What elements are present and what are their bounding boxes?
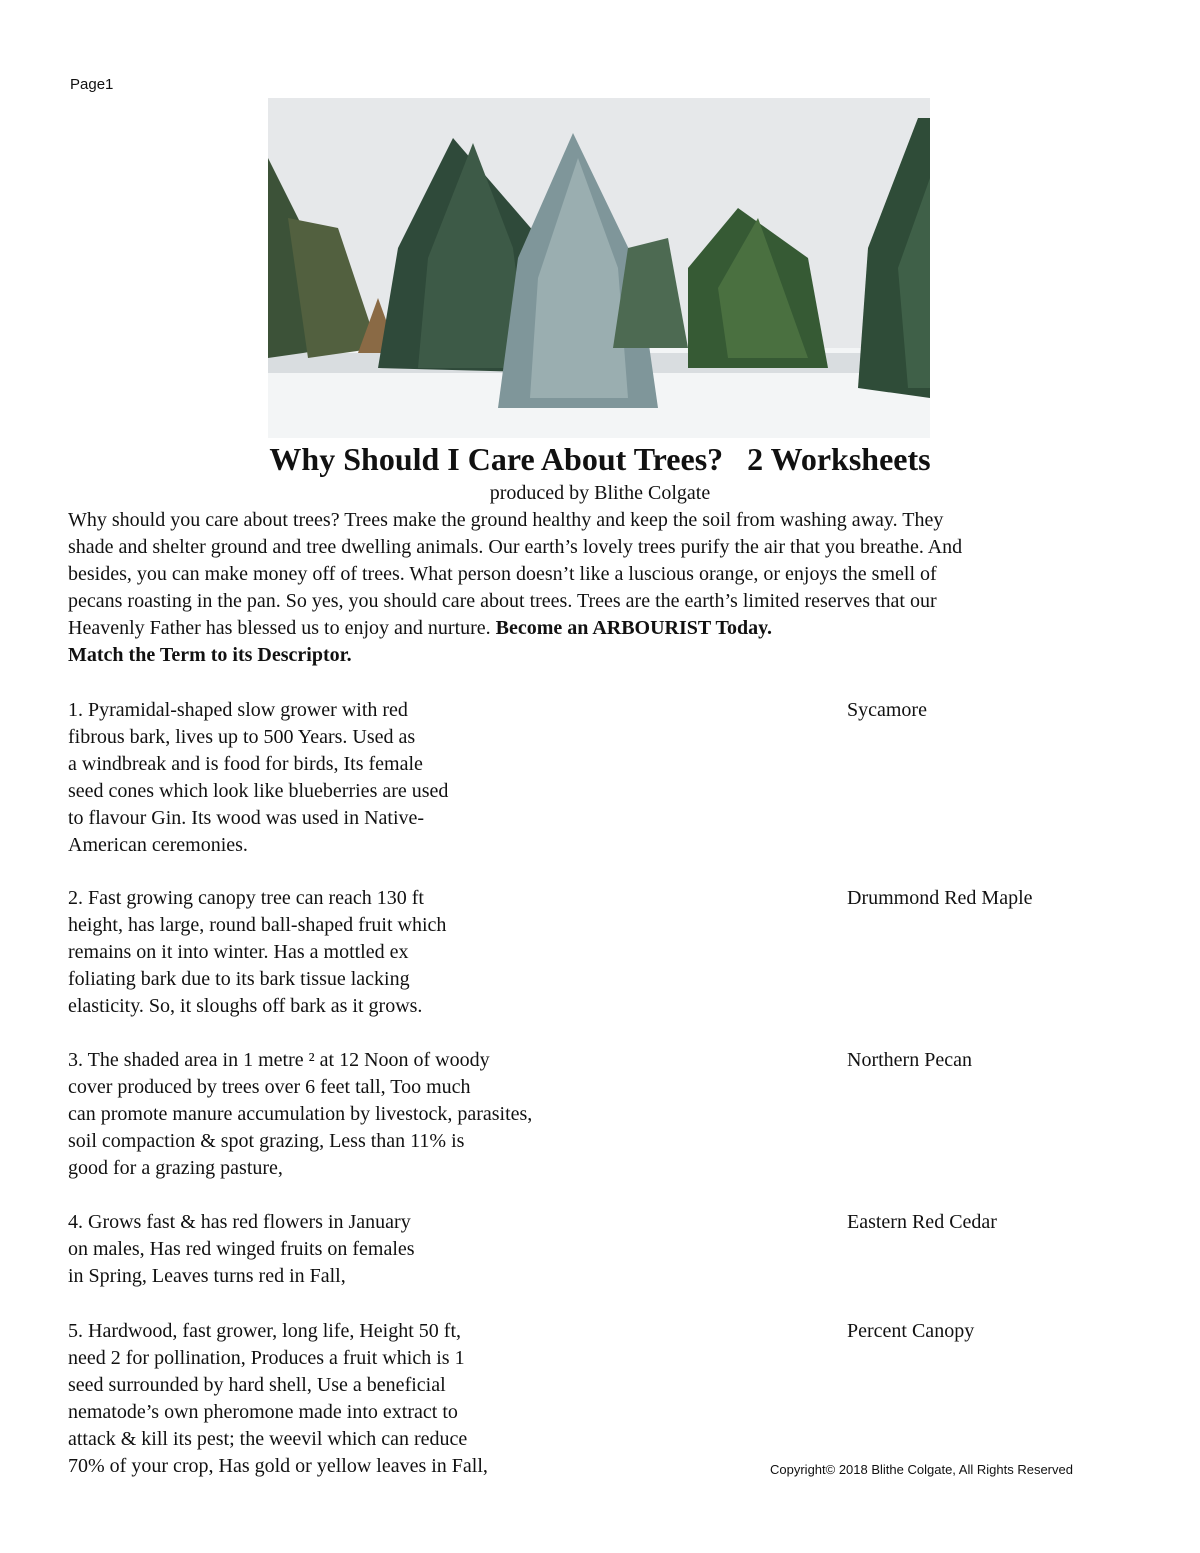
intro-paragraph: [68, 507, 1148, 669]
descriptor-item-4: [68, 1209, 415, 1290]
descriptor-line: attack & kill its pest; the weevil which can reduce: [68, 1428, 468, 1450]
descriptor-line: 2. Fast growing canopy tree can reach 130 ft: [68, 887, 424, 909]
copyright-notice: Copyright© 2018 Blithe Colgate, All Rights Reserved: [770, 1462, 1073, 1477]
descriptor-line: good for a grazing pasture,: [68, 1157, 283, 1179]
descriptor-line: 3. The shaded area in 1 metre ² at 12 Noon of woody: [68, 1049, 490, 1071]
descriptor-line: a windbreak and is food for birds, Its female: [68, 753, 423, 775]
descriptor-line: foliating bark due to its bark tissue lacking: [68, 968, 410, 990]
intro-line: Why should you care about trees? Trees make the ground healthy and keep the soil from washing away. They: [68, 509, 944, 531]
call-to-action: Become an ARBOURIST Today.: [495, 617, 773, 639]
descriptor-line: 5. Hardwood, fast grower, long life, Height 50 ft,: [68, 1320, 461, 1342]
intro-line: pecans roasting in the pan. So yes, you should care about trees. Trees are the earth’s limited reserves that our: [68, 590, 937, 612]
descriptor-line: in Spring, Leaves turns red in Fall,: [68, 1265, 346, 1287]
descriptor-line: need 2 for pollination, Produces a fruit which is 1: [68, 1347, 465, 1369]
descriptor-line: height, has large, round ball-shaped fruit which: [68, 914, 447, 936]
descriptor-line: seed cones which look like blueberries are used: [68, 780, 449, 802]
term-sycamore: Sycamore: [847, 699, 927, 721]
descriptor-item-5: [68, 1318, 488, 1480]
intro-line: shade and shelter ground and tree dwelling animals. Our earth’s lovely trees purify the air that you breathe. And: [68, 536, 963, 558]
descriptor-item-3: [68, 1047, 532, 1182]
page-label: Page1: [70, 76, 114, 93]
descriptor-item-1: [68, 697, 448, 859]
descriptor-line: can promote manure accumulation by livestock, parasites,: [68, 1103, 533, 1125]
intro-line: besides, you can make money off of trees. What person doesn’t like a luscious orange, or enjoys the smell of: [68, 563, 937, 585]
author-byline: produced by Blithe Colgate: [489, 482, 711, 504]
descriptor-line: soil compaction & spot grazing, Less than 11% is: [68, 1130, 465, 1152]
descriptor-line: 1. Pyramidal-shaped slow grower with red: [68, 699, 408, 721]
descriptor-line: to flavour Gin. Its wood was used in Native-: [68, 807, 425, 829]
descriptor-line: 4. Grows fast & has red flowers in January: [68, 1211, 411, 1233]
descriptor-line: fibrous bark, lives up to 500 Years. Used as: [68, 726, 416, 748]
term-percent-canopy: Percent Canopy: [847, 1320, 975, 1342]
descriptor-line: nematode’s own pheromone made into extract to: [68, 1401, 458, 1423]
descriptor-line: seed surrounded by hard shell, Use a beneficial: [68, 1374, 446, 1396]
descriptor-line: remains on it into winter. Has a mottled ex: [68, 941, 409, 963]
intro-line: Heavenly Father has blessed us to enjoy and nurture.: [68, 617, 496, 639]
descriptor-line: elasticity. So, it sloughs off bark as it grows.: [68, 995, 423, 1017]
term-eastern-red-cedar: Eastern Red Cedar: [847, 1211, 997, 1233]
descriptor-line: on males, Has red winged fruits on females: [68, 1238, 415, 1260]
descriptor-item-2: [68, 885, 446, 1020]
term-northern-pecan: Northern Pecan: [847, 1049, 972, 1071]
page-title: Why Should I Care About Trees? 2 Worksheets: [269, 441, 931, 477]
term-drummond-red-maple: Drummond Red Maple: [847, 887, 1033, 909]
instruction-heading: Match the Term to its Descriptor.: [68, 644, 352, 666]
descriptor-line: cover produced by trees over 6 feet tall, Too much: [68, 1076, 471, 1098]
evergreen-trees-in-snow-photo: [268, 98, 930, 438]
descriptor-line: 70% of your crop, Has gold or yellow leaves in Fall,: [68, 1455, 488, 1477]
descriptor-line: American ceremonies.: [68, 834, 248, 856]
